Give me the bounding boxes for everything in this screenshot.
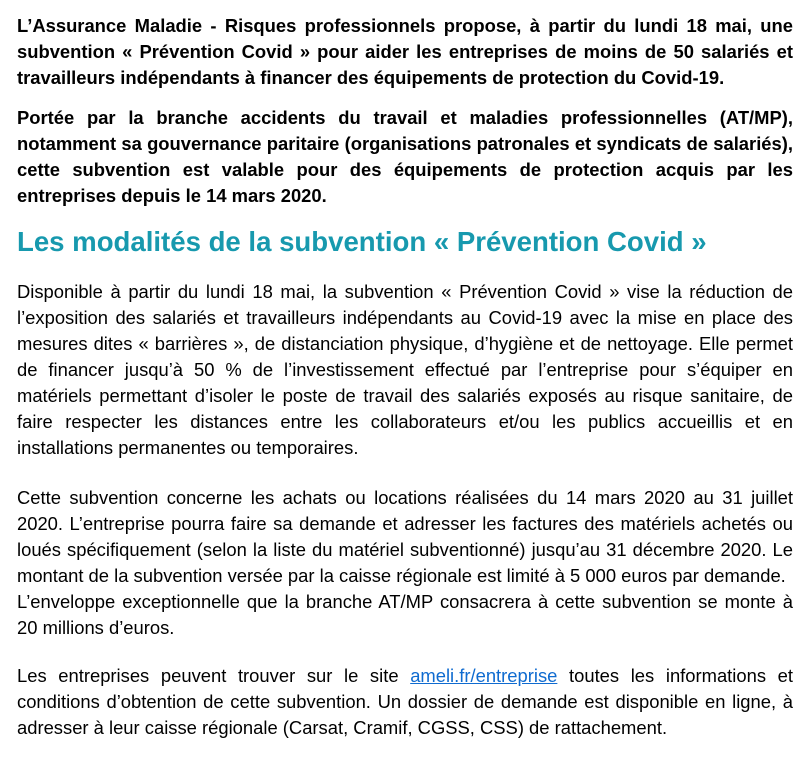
intro-paragraph-1: L’Assurance Maladie - Risques professionnels propose, à partir du lundi 18 mai, une subvention « Prévention Covid » pour aider les entreprises de moins de 50 salariés et travailleurs indépendants à financer des équipements de protection du Covid-19. (17, 15, 793, 88)
closing-text-after-link: toutes les informations et conditions d’obtention de cette subvention. Un dossier de demande est disponible en ligne, à adresser à leur caisse régionale (Carsat, Cramif, CGSS, CSS) de rattachement. (17, 665, 793, 738)
enveloppe-paragraph: L’enveloppe exceptionnelle que la branche AT/MP consacrera à cette subvention se monte à 20 millions d’euros. (17, 591, 793, 638)
closing-paragraph (17, 663, 793, 741)
closing-text-before-link: Les entreprises peuvent trouver sur le site (17, 665, 411, 686)
section-heading: Les modalités de la subvention « Prévention Covid » (17, 226, 707, 257)
modalites-paragraph: Disponible à partir du lundi 18 mai, la subvention « Prévention Covid » vise la réduction de l’exposition des salariés et travailleurs indépendants au Covid-19 avec la mise en place des mesures dites « barrières », de distanciation physique, d’hygiène et de nettoyage. Elle permet de financer jusqu’à 50 % de l’investissement effectué par l’entreprise pour s’équiper en matériels permettant d’isoler le poste de travail des salariés exposés au risque sanitaire, de faire respecter les distances entre les collaborateurs et/ou les publics accueillis et en installations permanentes ou temporaires. (17, 281, 793, 458)
dates-montant-paragraph: Cette subvention concerne les achats ou locations réalisées du 14 mars 2020 au 31 juillet 2020. L’entreprise pourra faire sa demande et adresser les factures des matériels achetés ou loués spécifiquement (selon la liste du matériel subventionné) jusqu’au 31 décembre 2020. Le montant de la subvention versée par la caisse régionale est limité à 5 000 euros par demande. (17, 487, 793, 586)
ameli-entreprise-link[interactable]: ameli.fr/entreprise (410, 665, 558, 686)
intro-paragraph-2: Portée par la branche accidents du travail et maladies professionnelles (AT/MP), notamment sa gouvernance paritaire (organisations patronales et syndicats de salariés), cette subvention est valable pour des équipements de protection acquis par les entreprises depuis le 14 mars 2020. (17, 107, 793, 206)
